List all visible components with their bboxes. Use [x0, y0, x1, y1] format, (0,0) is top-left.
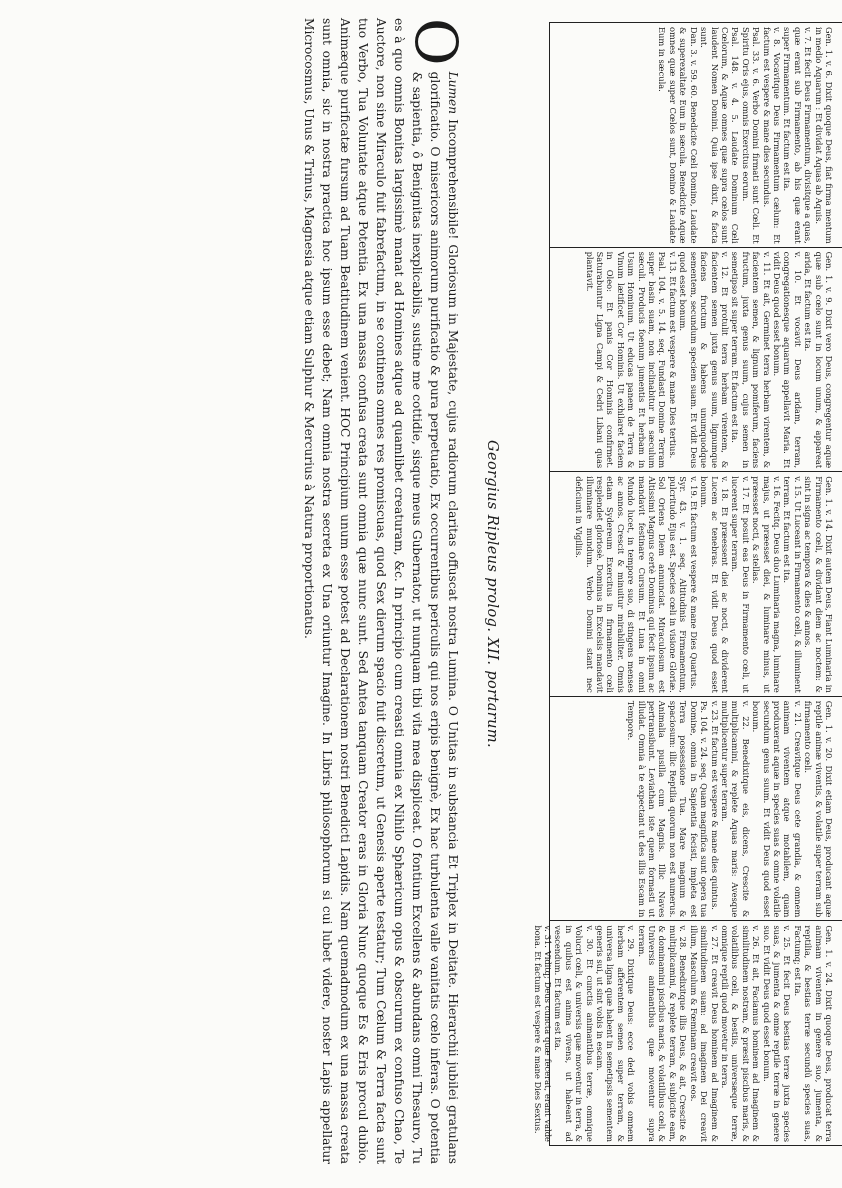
verse: v. 25. Et fecit Deus bestias terræ juxta species suas, & jumenta & omne reptile terræ in genere suo. Et vidit Deus quod esset bonum.: [761, 925, 793, 1142]
verse: v. 7. Et fecit Deus Firmamentum, divisitque a quas, quæ erant sub Firmamento, ab his quæ erant super Firmamentum. Et factum est ita.: [782, 27, 814, 244]
verse: v. 10. Et vocavit Deus aridam, terram, congregationesque aquarum appellavit Maria. Et vidit Deus quod esset bonum.: [771, 251, 803, 469]
verse: v. 13. Et factum est vespere & mane Dies tertius.: [667, 251, 678, 459]
verse: Gen. 1. v. 24. Dixit quoque Deus, producat terra animam viventem in genere suo, jumenta, & reptilia, & bestias terræ secundû species suas, Factumq; est ita.: [792, 925, 834, 1142]
column-day-5: [550, 697, 842, 922]
column-day-3: [550, 248, 842, 473]
verse: v. 12. Et protulit terra herbam virentem, & facientem semen juxta genus suum, lignumque faciens fructum & habens unumquodque sementem, secundum speciem suam. Et vidit Deus quod esset bonum.: [678, 251, 730, 469]
verse: v. 15. Ut Luceant in Firmamento cœli, & illuminent terram. Et factum est ita.: [782, 476, 803, 693]
verse: v. 18. Et præessent diei ac nocti, & dividerent Lucem ac tenebras. Et vidit Deus quod esset bonum.: [699, 476, 730, 693]
verse: Psal. 148. v. 4. 5. Laudate Dominum Cœli Cœlorum, & Aquæ omnes quæ supra cœlos sunt laudent Nomen Domini. Quia ipse dixit, & facta sunt.: [699, 27, 741, 244]
verse: Dan. 3. v. 59. 60. Benedicite Cœli Domino, Laudate & superexaltate Eum in sæcula. Benedicite Aquæ omnes quæ super Cœlos sunt, Domino & Laudate Eum in sæcula.: [657, 27, 699, 244]
verse: v. 31. Viditq; Deus cuncta quæ fecerat, erant valde bona. Et factum est vespere & mane Dies Sextus.: [532, 925, 554, 1142]
verse: Ps. 104. v. 24. seq. Quam magnifica sunt opera tua Domine, omnia in Sapientia fecisti, impleta est Terra possessione Tua. Mare magnum & spaciosum: illic Reptilia quorum non est numerus. Animalia pusilla cum Magnis. Illic Naves pertransibunt. Leviathan iste quem formasti ut illudat. Omnia à te expectant ut des illis Escam in Tempore.: [626, 700, 710, 918]
verse: v. 27. Et creavit Deus hominem ad Imaginem & similitudinem suam: ad imaginem Dei creavit illum, Masculum & Fœminam creavit eos.: [688, 925, 720, 1142]
verse: Gen. 1. v. 14. Dixit autem Deus, Fiant Luminaria in Firmamento cœli, & dividant diem ac noctem: & sint in signa ac tempora & dies & annos.: [803, 476, 834, 693]
verse: v. 11. Et ait, Germinet terra herbam virentem, & facientem semen, & lignum pomiferum, faciens fructum, juxta genus suum, cujus semen in semetipso sit super terram. Et factum est ita.: [730, 251, 772, 469]
verse: v. 22. Benedixitque eis, dicens, Crescite & multiplicamini, & replete Aquas maris: Avesque multiplicentur super terram.: [719, 700, 751, 918]
column-day-6: [532, 921, 842, 1145]
column-day-4: [550, 472, 842, 697]
verse: v. 28. Benedixitque illis Deus, & ait, Crescite & multiplicamini, & replete terram, & subjicite eam, & dominamini piscibus maris, & volatilibus cœli, & Universis animantibus quæ moventur supra terram.: [636, 925, 689, 1142]
verse: v. 30. Et cunctis animantibus terræ, omnique Volucri cœli, & universis quæ moventur in terra, & in quibus est anima vivens, ut habeant ad vescendum. Et factum est ita.: [553, 925, 595, 1142]
body-text: Incomprehensibile! Gloriosum in Majestate, cujus radiorum claritas offuscat nostra Lumina. O Unitas in substancia Et Triplex in Deitate. Hierarchii jubilei gratulans glorificatio. O misericors animorum purificatio & pura perpetuatio, Ex occurrentibus periculis qui nos eripis benignè, Ex hac turbulenta valle vanitatis cœlo inferas. O potentia & sapientia, ô Benignitas inexplicabilis, sustine me cottidie, sisque meus Gubernator, ut nunquam tibi vita mea displiceat. O fontium Excellens & abundans omni Thesauro, Tu es à quo omnis Bonitas largissimè manat ad Homines atque ad quamlibet creaturam, &c. In principio cum creasti omnia ex Nihilo Sphæricum opus & obscurum ex confuso Chao, Te Auctore, non sine Miraculo fuit fabrefactum, in se continens omnes res promiscuas, quod Sex dierum spacio fuit discretum, ut Genesis aperte testatur; Tum Cœlum & Terra facta sunt tuo Verbo, Tua Voluntate atque Potentia. Ex una massa confusa creata sunt omnia quæ nunc sunt. Sed Antea tanquam Creator eras in Gloria Nunc quoque Es & Eris procul dubio. Animæque purificatæ fursum ad Tuam Beatitudinem venient. HOC Principium unum esse potest ad Declarationem nostri Benedicti Lapidis. Nam quemadmodum ex una massa creata sunt omnia, sic in nostra practica hoc ipsum esse debet; Nam omnia nostra secreta ex Una oriuntur Imagine. In Libris philosophorum si cui lubet videre, noster Lapis appellatur Microcosmus, Unus & Trinus, Magnesia atque etiam Sulphur & Mercurius à Natura proportionatus.: [302, 18, 460, 1165]
verse: v. 17. Et posuit eas Deus in Firmamento cœli, ut lucerent super terram.: [730, 476, 751, 693]
verse: Psal. 33. v. 6. Verbo Domini firmati sunt Cœli. Et Spiritu Oris ejus, omnis Exercitus eorum.: [740, 27, 762, 244]
verse: Psal. 104. v. 5. 14. seq. Fundasti Domine Terram super basin suam, non inclinabitur in sæculum sæculi. Producis foenum jumentis Et herbam in Usum Hominum. Ut educas panem de Terra & Vinum lætificet Cor Hominis. Ut exhilaret faciem in Oleo: Et panis Cor Hominis confirmet. Saturabuntur Ligna Campi & Cedri Libani quas plantavit.: [584, 251, 668, 469]
drop-cap: O: [402, 18, 470, 66]
column-day-2: [550, 23, 842, 248]
verse: v. 8. Vocavitque Deus Firmamentum cælum: Et factum est vespere & mane dies secundus.: [761, 27, 782, 244]
verse: v. 26. Et ait, Faciamus hominem ad Imaginem & similitudinem nostram, & præsit piscibus maris, & volatilibus cœli, & bestiis, universæque terræ, omnique reptili quod movetur in terra.: [719, 925, 762, 1142]
verse: v. 29. Dixitque Deus: ecce dedi vobis omnem herbam afferentem semen super terram, & universa ligna quæ habent in semetipsis sementem generis sui, ut sint vobis in escam.: [595, 925, 637, 1142]
verse: v. 16. Fecitq. Deus duo Luminaria magna, luminare majus, ut præesset diei, & luminare minus, ut præesset nocti, & stellas.: [751, 476, 782, 693]
verse: Gen. 1. v. 6. Dixit quoque Deus, fiat firma mentum in medio Aquarum : Et dividat Aquas ab Aquis.: [813, 27, 834, 244]
verse: Syr. 43. v. 1. seq. Altitudinis Firmamentum, pulcritudo Ejus est. Species cœli in visione Gloriæ. Sol Oriens Diem annunciat. Miraculosum est Altissimi Magnus certè Dominus qui fecit ipsum ac mandavit festinare Cursum. Et Luna in omni Mundo lucet, in tempore suo, di stingens menses ac annos. Crescit & minuitur mirabiliter. Omnis etiam Sydereum Exercitus in firmamento cœli resplendet gloriosè. Dominus in Excelsis mandavit illuminare mundum. Verbo Domini stant nec deficiunt in Vigiliis.: [574, 476, 689, 693]
verse-columns: [532, 22, 842, 1146]
verse: v. 19. Et factum est vespere & mane Dies Quartus.: [688, 476, 699, 690]
headline: Georgius Ripleus prolog. XII. portarum.: [484, 439, 500, 749]
verse: v. 21. Creavitque Deus cete grandia, & omnem animam viventem atque motabilem, quam produxerant aquæ in species suas & omne volatile secundum genus suum. Et vidit Deus quod esset bonum.: [751, 700, 803, 918]
lumen-word: Lumen: [446, 71, 460, 115]
verse: Gen. 1. v. 20. Dixit etiam Deus, producant aquæ reptile animæ viventis, & volatile super terram sub firmamento cœli.: [803, 700, 834, 918]
verse: v. 23. Et factum est vespere & mane dies quintus.: [709, 700, 720, 910]
verse: Gen. 1. v. 9. Dixit vero Deus, congregentur aquæ quæ sub cœlo sunt in locum unum, & appareat arida, Et factum est ita.: [803, 251, 834, 469]
body-paragraph: [300, 18, 470, 1165]
